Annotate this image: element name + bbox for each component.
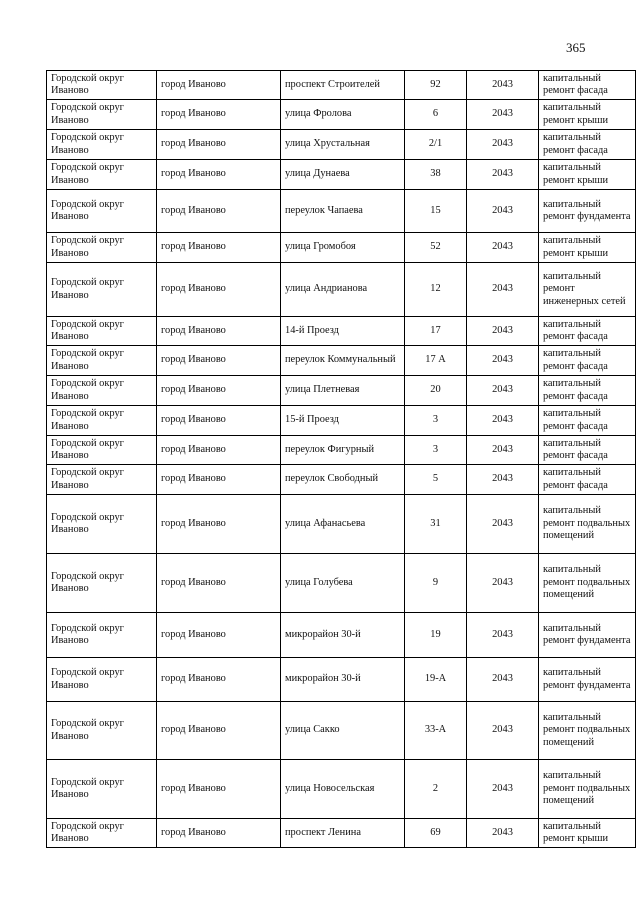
house-number-cell: 17	[405, 317, 467, 346]
work-type-cell: капитальный ремонт крыши	[539, 233, 636, 263]
street-cell: переулок Фигурный	[281, 436, 405, 465]
table-row	[47, 346, 636, 376]
year-cell: 2043	[467, 233, 539, 263]
table-row	[47, 160, 636, 190]
city-cell: город Иваново	[157, 190, 281, 233]
work-type-cell: капитальный ремонт крыши	[539, 160, 636, 190]
year-cell: 2043	[467, 554, 539, 613]
house-number-cell: 69	[405, 819, 467, 848]
city-cell: город Иваново	[157, 71, 281, 100]
work-type-cell: капитальный ремонт фундамента	[539, 613, 636, 658]
house-number-cell: 19-А	[405, 658, 467, 702]
street-cell: проспект Ленина	[281, 819, 405, 848]
municipality-cell: Городской округ Иваново	[47, 71, 157, 100]
house-number-cell: 12	[405, 263, 467, 317]
year-cell: 2043	[467, 819, 539, 848]
year-cell: 2043	[467, 760, 539, 819]
year-cell: 2043	[467, 495, 539, 554]
table-row	[47, 819, 636, 848]
municipality-cell: Городской округ Иваново	[47, 190, 157, 233]
work-type-cell: капитальный ремонт подвальных помещений	[539, 702, 636, 760]
year-cell: 2043	[467, 436, 539, 465]
work-type-cell: капитальный ремонт подвальных помещений	[539, 554, 636, 613]
year-cell: 2043	[467, 317, 539, 346]
work-type-cell: капитальный ремонт фасада	[539, 465, 636, 495]
work-type-cell: капитальный ремонт фасада	[539, 406, 636, 436]
house-number-cell: 2	[405, 760, 467, 819]
city-cell: город Иваново	[157, 100, 281, 130]
municipality-cell: Городской округ Иваново	[47, 658, 157, 702]
city-cell: город Иваново	[157, 233, 281, 263]
year-cell: 2043	[467, 130, 539, 160]
city-cell: город Иваново	[157, 658, 281, 702]
city-cell: город Иваново	[157, 819, 281, 848]
city-cell: город Иваново	[157, 613, 281, 658]
city-cell: город Иваново	[157, 554, 281, 613]
work-type-cell: капитальный ремонт инженерных сетей	[539, 263, 636, 317]
table-row	[47, 436, 636, 465]
house-number-cell: 20	[405, 376, 467, 406]
table-row	[47, 554, 636, 613]
city-cell: город Иваново	[157, 263, 281, 317]
street-cell: улица Плетневая	[281, 376, 405, 406]
work-type-cell: капитальный ремонт фундамента	[539, 658, 636, 702]
table-row	[47, 71, 636, 100]
table-row	[47, 233, 636, 263]
city-cell: город Иваново	[157, 495, 281, 554]
house-number-cell: 6	[405, 100, 467, 130]
street-cell: микрорайон 30-й	[281, 613, 405, 658]
work-type-cell: капитальный ремонт подвальных помещений	[539, 760, 636, 819]
table-row	[47, 317, 636, 346]
city-cell: город Иваново	[157, 702, 281, 760]
table-row	[47, 100, 636, 130]
table-row	[47, 702, 636, 760]
work-type-cell: капитальный ремонт подвальных помещений	[539, 495, 636, 554]
table-row	[47, 190, 636, 233]
city-cell: город Иваново	[157, 760, 281, 819]
street-cell: улица Афанасьева	[281, 495, 405, 554]
work-type-cell: капитальный ремонт фасада	[539, 346, 636, 376]
street-cell: микрорайон 30-й	[281, 658, 405, 702]
municipality-cell: Городской округ Иваново	[47, 554, 157, 613]
year-cell: 2043	[467, 702, 539, 760]
municipality-cell: Городской округ Иваново	[47, 819, 157, 848]
table-row	[47, 465, 636, 495]
municipality-cell: Городской округ Иваново	[47, 376, 157, 406]
house-number-cell: 52	[405, 233, 467, 263]
table-row	[47, 406, 636, 436]
municipality-cell: Городской округ Иваново	[47, 465, 157, 495]
city-cell: город Иваново	[157, 406, 281, 436]
year-cell: 2043	[467, 613, 539, 658]
street-cell: улица Андрианова	[281, 263, 405, 317]
work-type-cell: капитальный ремонт крыши	[539, 100, 636, 130]
year-cell: 2043	[467, 376, 539, 406]
year-cell: 2043	[467, 100, 539, 130]
year-cell: 2043	[467, 346, 539, 376]
street-cell: улица Дунаева	[281, 160, 405, 190]
city-cell: город Иваново	[157, 465, 281, 495]
street-cell: улица Голубева	[281, 554, 405, 613]
work-type-cell: капитальный ремонт фасада	[539, 71, 636, 100]
year-cell: 2043	[467, 160, 539, 190]
table-row	[47, 613, 636, 658]
city-cell: город Иваново	[157, 317, 281, 346]
municipality-cell: Городской округ Иваново	[47, 100, 157, 130]
municipality-cell: Городской округ Иваново	[47, 495, 157, 554]
municipality-cell: Городской округ Иваново	[47, 233, 157, 263]
year-cell: 2043	[467, 406, 539, 436]
house-number-cell: 3	[405, 436, 467, 465]
city-cell: город Иваново	[157, 346, 281, 376]
municipality-cell: Городской округ Иваново	[47, 702, 157, 760]
city-cell: город Иваново	[157, 160, 281, 190]
table-row	[47, 263, 636, 317]
street-cell: улица Громобоя	[281, 233, 405, 263]
house-number-cell: 9	[405, 554, 467, 613]
municipality-cell: Городской округ Иваново	[47, 263, 157, 317]
year-cell: 2043	[467, 465, 539, 495]
street-cell: улица Фролова	[281, 100, 405, 130]
house-number-cell: 31	[405, 495, 467, 554]
municipality-cell: Городской округ Иваново	[47, 436, 157, 465]
year-cell: 2043	[467, 190, 539, 233]
house-number-cell: 2/1	[405, 130, 467, 160]
year-cell: 2043	[467, 263, 539, 317]
table-row	[47, 658, 636, 702]
street-cell: улица Новосельская	[281, 760, 405, 819]
work-type-cell: капитальный ремонт крыши	[539, 819, 636, 848]
work-type-cell: капитальный ремонт фасада	[539, 317, 636, 346]
city-cell: город Иваново	[157, 436, 281, 465]
city-cell: город Иваново	[157, 130, 281, 160]
house-number-cell: 92	[405, 71, 467, 100]
street-cell: 14-й Проезд	[281, 317, 405, 346]
city-cell: город Иваново	[157, 376, 281, 406]
street-cell: переулок Чапаева	[281, 190, 405, 233]
street-cell: переулок Свободный	[281, 465, 405, 495]
table-row	[47, 130, 636, 160]
table-row	[47, 495, 636, 554]
page-number: 365	[566, 40, 586, 55]
municipality-cell: Городской округ Иваново	[47, 317, 157, 346]
house-number-cell: 3	[405, 406, 467, 436]
street-cell: проспект Строителей	[281, 71, 405, 100]
street-cell: переулок Коммунальный	[281, 346, 405, 376]
municipality-cell: Городской округ Иваново	[47, 130, 157, 160]
house-number-cell: 17 А	[405, 346, 467, 376]
table-row	[47, 760, 636, 819]
house-number-cell: 38	[405, 160, 467, 190]
work-type-cell: капитальный ремонт фасада	[539, 130, 636, 160]
table-row	[47, 376, 636, 406]
house-number-cell: 5	[405, 465, 467, 495]
work-type-cell: капитальный ремонт фундамента	[539, 190, 636, 233]
year-cell: 2043	[467, 71, 539, 100]
street-cell: 15-й Проезд	[281, 406, 405, 436]
year-cell: 2043	[467, 658, 539, 702]
repair-schedule-table	[46, 70, 636, 848]
house-number-cell: 19	[405, 613, 467, 658]
street-cell: улица Хрустальная	[281, 130, 405, 160]
work-type-cell: капитальный ремонт фасада	[539, 376, 636, 406]
municipality-cell: Городской округ Иваново	[47, 406, 157, 436]
municipality-cell: Городской округ Иваново	[47, 346, 157, 376]
house-number-cell: 15	[405, 190, 467, 233]
house-number-cell: 33-А	[405, 702, 467, 760]
work-type-cell: капитальный ремонт фасада	[539, 436, 636, 465]
municipality-cell: Городской округ Иваново	[47, 160, 157, 190]
street-cell: улица Сакко	[281, 702, 405, 760]
municipality-cell: Городской округ Иваново	[47, 613, 157, 658]
municipality-cell: Городской округ Иваново	[47, 760, 157, 819]
